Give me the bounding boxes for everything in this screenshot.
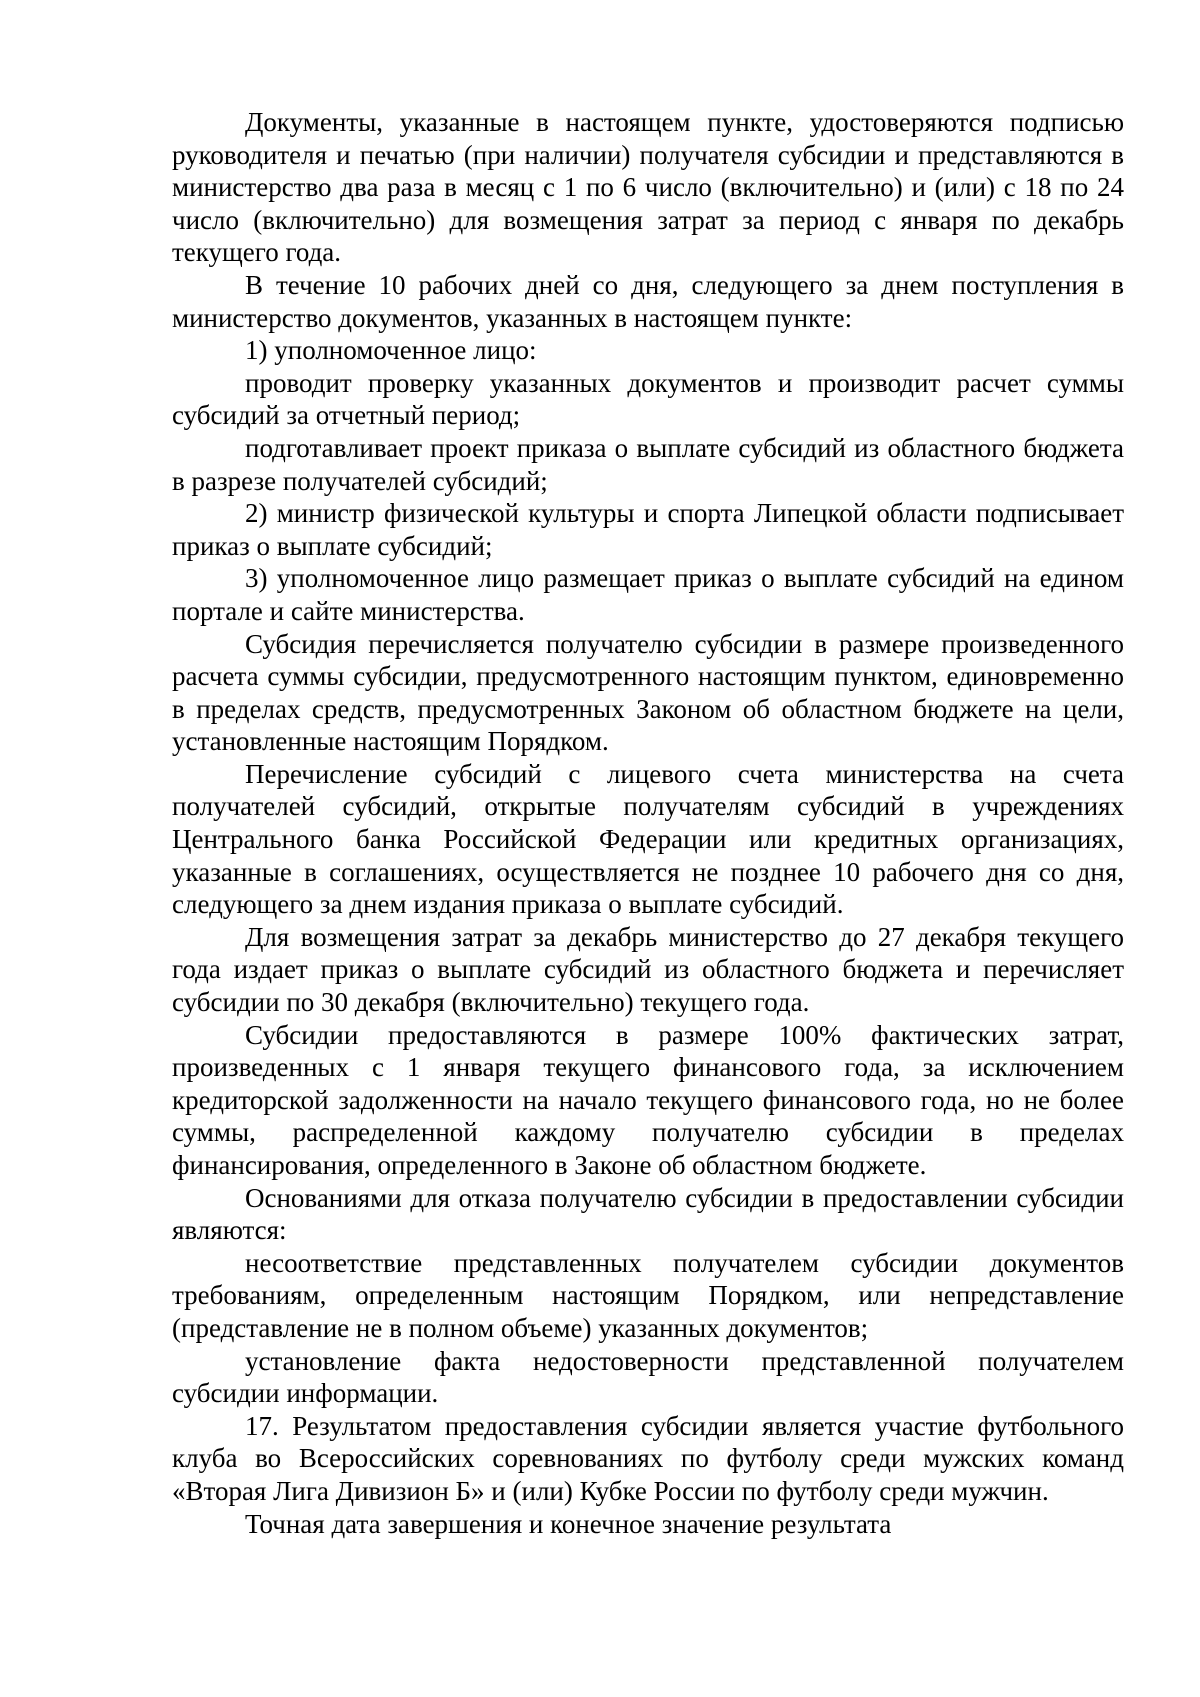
paragraph-item-3: 3) уполномоченное лицо размещает приказ о выплате субсидий на едином портале и сайте министерства.	[172, 563, 1124, 626]
paragraph-section-17: 17. Результатом предоставления субсидии является участие футбольного клуба во Всероссийских соревнованиях по футболу среди мужских команд «Вторая Лига Дивизион Б» и (или) Кубке России по футболу среди мужчин.	[172, 1410, 1124, 1506]
paragraph-account-transfer: Перечисление субсидий с лицевого счета министерства на счета получателей субсидий, открытые получателям субсидий в учреждениях Центрального банка Российской Федерации или кредитных организациях, указанные в соглашениях, осуществляется не позднее 10 рабочего дня со дня, следующего за днем издания приказа о выплате субсидий.	[172, 758, 1124, 920]
paragraph-false-information: установление факта недостоверности представленной получателем субсидии информации.	[172, 1345, 1124, 1409]
paragraph-refusal-grounds: Основаниями для отказа получателю субсидии в предоставлении субсидии являются:	[172, 1182, 1124, 1246]
paragraph-noncompliance: несоответствие представленных получателем субсидии документов требованиям, определенным настоящим Порядком, или непредставление (представление не в полном объеме) указанных документов;	[172, 1247, 1124, 1343]
paragraph-december-costs: Для возмещения затрат за декабрь министерство до 27 декабря текущего года издает приказ о выплате субсидий из областного бюджета и перечисляет субсидии по 30 декабря (включительно) текущего года.	[172, 921, 1124, 1018]
paragraph-review-period: В течение 10 рабочих дней со дня, следующего за днем поступления в министерство документов, указанных в настоящем пункте:	[172, 269, 1124, 333]
paragraph-result-date: Точная дата завершения и конечное значение результата	[245, 1508, 892, 1539]
paragraph-documents-certification: Документы, указанные в настоящем пункте, удостоверяются подписью руководителя и печатью (при наличии) получателя субсидии и представляются в министерство два раза в месяц с 1 по 6 число (включительно) и (или) с 18 по 24 число (включительно) для возмещения затрат за период с января по декабрь текущего года.	[172, 107, 1124, 268]
paragraph-draft-order: подготавливает проект приказа о выплате субсидий из областного бюджета в разрезе получателей субсидий;	[172, 432, 1124, 496]
paragraph-verification: проводит проверку указанных документов и производит расчет суммы субсидий за отчетный период;	[172, 367, 1124, 431]
paragraph-item-2: 2) министр физической культуры и спорта Липецкой области подписывает приказ о выплате субсидий;	[172, 498, 1124, 561]
paragraph-item-1: 1) уполномоченное лицо:	[245, 335, 537, 366]
paragraph-subsidy-transfer: Субсидия перечисляется получателю субсидии в размере произведенного расчета суммы субсидии, предусмотренного настоящим пунктом, единовременно в пределах средств, предусмотренных Законом об областном бюджете на цели, установленные настоящим Порядком.	[172, 628, 1124, 757]
document-page	[172, 106, 1124, 1540]
paragraph-subsidy-amount: Субсидии предоставляются в размере 100% фактических затрат, произведенных с 1 января текущего финансового года, за исключением кредиторской задолженности на начало текущего финансового года, но не более суммы, распределенной каждому получателю субсидии в пределах финансирования, определенного в Законе об областном бюджете.	[172, 1019, 1124, 1180]
